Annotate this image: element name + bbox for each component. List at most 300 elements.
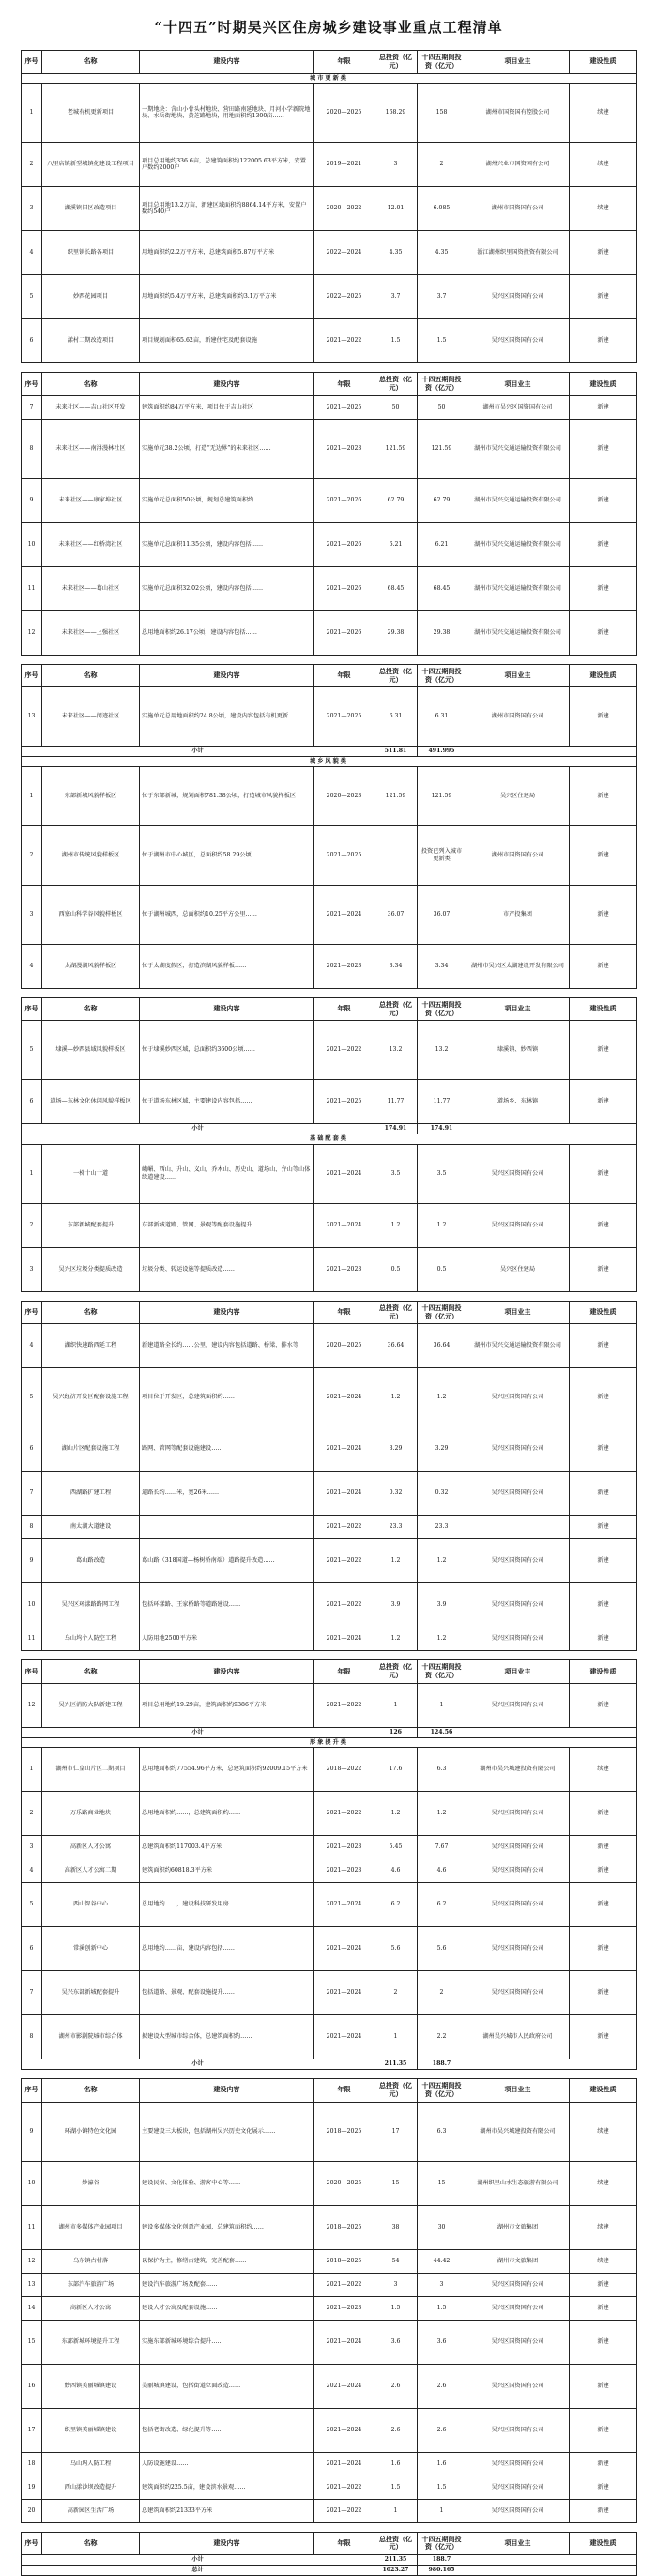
table-cell: 17 bbox=[374, 2102, 418, 2161]
table-cell: 7 bbox=[22, 1472, 42, 1516]
table-row bbox=[22, 610, 637, 655]
table-header-row bbox=[22, 664, 637, 687]
table-cell: 吴兴区国资国有公司 bbox=[466, 1627, 570, 1651]
table-cell: 4 bbox=[22, 944, 42, 988]
project-table bbox=[21, 664, 637, 989]
table-cell: 2021—2024 bbox=[314, 1971, 374, 2015]
table-cell: 121.59 bbox=[418, 766, 466, 825]
table-cell: 6.31 bbox=[374, 687, 418, 747]
table-cell: 1.2 bbox=[374, 1368, 418, 1427]
table-row bbox=[22, 885, 637, 944]
table-cell: 乌山坞个人防空工程 bbox=[42, 1627, 140, 1651]
table-header-row bbox=[22, 51, 637, 74]
table-cell: 0.32 bbox=[418, 1472, 466, 1516]
table-cell: 6.085 bbox=[418, 187, 466, 231]
column-header: 建设性质 bbox=[570, 664, 637, 687]
table-row bbox=[22, 2102, 637, 2161]
table-cell: 4.6 bbox=[374, 1859, 418, 1883]
table-cell: 1 bbox=[374, 2499, 418, 2522]
table-cell: 新建 bbox=[570, 2499, 637, 2522]
table-cell: 36.64 bbox=[374, 1324, 418, 1368]
table-cell: 西山漾沙坝改造提升 bbox=[42, 2476, 140, 2499]
table-header-row bbox=[22, 1301, 637, 1324]
table-cell: 13.2 bbox=[374, 1021, 418, 1080]
table-cell: 2021—2023 bbox=[314, 1859, 374, 1883]
column-header: 建设性质 bbox=[570, 1660, 637, 1684]
table-cell: 埭溪镇、妙西镇 bbox=[466, 1021, 570, 1080]
table-row bbox=[22, 1792, 637, 1836]
table-cell: 吴兴区国资国有公司 bbox=[466, 1427, 570, 1472]
table-cell: 新建 bbox=[570, 1080, 637, 1124]
table-cell: 1.2 bbox=[418, 1203, 466, 1247]
column-header: 序号 bbox=[22, 664, 42, 687]
column-header: 项目业主 bbox=[466, 1301, 570, 1324]
table-cell: 5.6 bbox=[418, 1927, 466, 1971]
table-row bbox=[22, 275, 637, 319]
table-row bbox=[22, 2408, 637, 2452]
table-cell: 62.79 bbox=[418, 478, 466, 522]
column-header: 名称 bbox=[42, 2079, 140, 2103]
column-header: 项目业主 bbox=[466, 1660, 570, 1684]
table-cell: 1 bbox=[418, 1683, 466, 1727]
table-cell: 湖州市吴兴区太湖建设开发有限公司 bbox=[466, 944, 570, 988]
table-cell: 29.38 bbox=[418, 610, 466, 655]
column-header: 项目业主 bbox=[466, 51, 570, 74]
table-cell: 用地面积约2.2万平方米，总建筑面积5.87万平方米 bbox=[140, 231, 314, 275]
column-header: 年限 bbox=[314, 373, 374, 396]
column-header: 年限 bbox=[314, 2079, 374, 2103]
table-cell: 新建 bbox=[570, 944, 637, 988]
table-cell: 2 bbox=[418, 143, 466, 187]
table-row bbox=[22, 478, 637, 522]
table-cell: 3.7 bbox=[418, 275, 466, 319]
table-cell: 5 bbox=[22, 275, 42, 319]
table-cell: 未来社区——闵迹社区 bbox=[42, 687, 140, 747]
table-cell: 17.6 bbox=[374, 1748, 418, 1792]
table-cell: 湖州市仁皇山片区二期项目 bbox=[42, 1748, 140, 1792]
subtotal-empty bbox=[466, 1124, 637, 1134]
table-row bbox=[22, 1080, 637, 1124]
section-label: 基础配套类 bbox=[22, 1134, 637, 1145]
table-cell: 9 bbox=[22, 2102, 42, 2161]
table-cell: 新建 bbox=[570, 766, 637, 825]
column-header: 总投资（亿元） bbox=[374, 997, 418, 1021]
table-cell: 吴兴区国资国有公司 bbox=[466, 1368, 570, 1427]
table-cell: 吴兴区住建局 bbox=[466, 766, 570, 825]
table-cell: 11.77 bbox=[418, 1080, 466, 1124]
table-row bbox=[22, 231, 637, 275]
table-cell: 湖州市吴兴交通运输投资有限公司 bbox=[466, 522, 570, 566]
subtotal-label: 小计 bbox=[22, 2059, 374, 2070]
table-cell: 浙江湖州织里国资投资有限公司 bbox=[466, 231, 570, 275]
table-row bbox=[22, 84, 637, 143]
table-cell: 8 bbox=[22, 1516, 42, 1539]
table-cell: 吴兴区国资国有公司 bbox=[466, 2364, 570, 2408]
table-cell: 续建 bbox=[570, 2102, 637, 2161]
column-header: 序号 bbox=[22, 997, 42, 1021]
table-cell: 10 bbox=[22, 1583, 42, 1627]
table-cell: 新建 bbox=[570, 1516, 637, 1539]
table-cell: 新建 bbox=[570, 1021, 637, 1080]
column-header: 总投资（亿元） bbox=[374, 373, 418, 396]
table-cell: 1 bbox=[22, 766, 42, 825]
column-header: 建设性质 bbox=[570, 2532, 637, 2555]
document-title: “十四五”时期吴兴区住房城乡建设事业重点工程清单 bbox=[154, 19, 503, 36]
table-cell: 建设民宿、文化体验、游客中心等…… bbox=[140, 2161, 314, 2205]
table-cell: 高新区人才公寓二期 bbox=[42, 1859, 140, 1883]
table-cell: 3.6 bbox=[374, 2320, 418, 2364]
table-cell: 埭溪—妙西县域风貌样板区 bbox=[42, 1021, 140, 1080]
table-row bbox=[22, 1583, 637, 1627]
table-cell: 2 bbox=[22, 143, 42, 187]
table-cell: 太湖漫湖风貌样板区 bbox=[42, 944, 140, 988]
table-cell: 吴兴区国资国有公司 bbox=[466, 1683, 570, 1727]
table-cell: 实施单元总面积50公顷，规划总建筑面积约…… bbox=[140, 478, 314, 522]
table-cell: 2021—2024 bbox=[314, 2408, 374, 2452]
table-cell: 3 bbox=[22, 1836, 42, 1859]
table-cell: 吴兴区国资国有公司 bbox=[466, 1836, 570, 1859]
column-header: 名称 bbox=[42, 664, 140, 687]
table-cell: 续建 bbox=[570, 2205, 637, 2249]
table-cell: 68.45 bbox=[418, 566, 466, 610]
table-cell: 吴兴区国资国有公司 bbox=[466, 1583, 570, 1627]
table-cell: 包括老街改造、绿化提升等…… bbox=[140, 2408, 314, 2452]
table-cell: 市产投集团 bbox=[466, 885, 570, 944]
table-cell: 湖州织里山水生态旅游有限公司 bbox=[466, 2161, 570, 2205]
subtotal-empty bbox=[466, 1727, 637, 1737]
subtotal-row bbox=[22, 747, 637, 757]
table-cell: 1.6 bbox=[374, 2452, 418, 2476]
table-cell: 13.2 bbox=[418, 1021, 466, 1080]
table-cell: 新建 bbox=[570, 2015, 637, 2059]
column-header: 建设内容 bbox=[140, 51, 314, 74]
table-cell: 吴兴区国资国有公司 bbox=[466, 2476, 570, 2499]
table-cell: 2020—2025 bbox=[314, 2161, 374, 2205]
table-row bbox=[22, 2249, 637, 2273]
column-header: 建设内容 bbox=[140, 1660, 314, 1684]
table-cell: 3.9 bbox=[418, 1583, 466, 1627]
table-cell: 湖州市吴兴交通运输投资有限公司 bbox=[466, 566, 570, 610]
table-cell: 2018—2025 bbox=[314, 2205, 374, 2249]
table-cell: 3.5 bbox=[418, 1144, 466, 1203]
table-cell: 未来社区——葛山社区 bbox=[42, 566, 140, 610]
table-cell: 2021—2024 bbox=[314, 1883, 374, 1927]
table-cell: 4.35 bbox=[418, 231, 466, 275]
table-cell: 36.07 bbox=[374, 885, 418, 944]
column-header: 序号 bbox=[22, 2079, 42, 2103]
table-cell: 主要建设三大板块，包括湖州吴兴历史文化展示…… bbox=[140, 2102, 314, 2161]
table-cell: 新建 bbox=[570, 1583, 637, 1627]
table-row bbox=[22, 1472, 637, 1516]
subtotal-total-investment: 511.81 bbox=[374, 747, 418, 757]
table-cell: 2021—2024 bbox=[314, 2364, 374, 2408]
table-cell: 美丽城镇建设，包括街道立面改造…… bbox=[140, 2364, 314, 2408]
table-cell: 新建 bbox=[570, 1683, 637, 1727]
table-cell: 13 bbox=[22, 687, 42, 747]
table-row bbox=[22, 1927, 637, 1971]
table-cell: 2 bbox=[22, 1792, 42, 1836]
table-cell: 吴兴区垃圾分类提质改造 bbox=[42, 1247, 140, 1291]
table-cell: 6.3 bbox=[418, 1748, 466, 1792]
table-cell: 吴兴区国资国有公司 bbox=[466, 1539, 570, 1583]
table-cell: 乌东镇古村落 bbox=[42, 2249, 140, 2273]
table-cell: 吴兴经济开发区配套设施工程 bbox=[42, 1368, 140, 1427]
subtotal-period-investment: 124.56 bbox=[418, 1727, 466, 1737]
table-cell: 16 bbox=[22, 2364, 42, 2408]
table-cell: 62.79 bbox=[374, 478, 418, 522]
subtotal-row bbox=[22, 2565, 637, 2575]
document bbox=[21, 0, 636, 2576]
table-cell: 1.6 bbox=[418, 2452, 466, 2476]
column-header: 序号 bbox=[22, 1660, 42, 1684]
table-cell: 总建筑面积约21333平方米 bbox=[140, 2499, 314, 2522]
column-header: 序号 bbox=[22, 1301, 42, 1324]
project-table bbox=[21, 997, 637, 1292]
table-cell: 妙西镇美丽城镇建设 bbox=[42, 2364, 140, 2408]
section-header-row bbox=[22, 1134, 637, 1145]
column-header: 十四五期间投资（亿元） bbox=[418, 2079, 466, 2103]
table-cell: 2 bbox=[374, 1971, 418, 2015]
table-cell: 人防用地2500平方米 bbox=[140, 1627, 314, 1651]
table-cell: 拟建设大型城市综合体，总建筑面积约…… bbox=[140, 2015, 314, 2059]
table-row bbox=[22, 2205, 637, 2249]
table-cell: 0.32 bbox=[374, 1472, 418, 1516]
table-cell: 建筑面积约60818.3平方米 bbox=[140, 1859, 314, 1883]
table-cell: 吴兴区国资国有公司 bbox=[466, 1971, 570, 2015]
table-cell: 2021—2023 bbox=[314, 2296, 374, 2320]
table-cell: 新建 bbox=[570, 478, 637, 522]
table-cell: 10 bbox=[22, 522, 42, 566]
column-header: 项目业主 bbox=[466, 373, 570, 396]
table-cell: 总用地约……，建设科技研发用房…… bbox=[140, 1883, 314, 1927]
table-cell: 湖州吴兴城市人民政府公司 bbox=[466, 2015, 570, 2059]
table-cell: 万乐路商业地块 bbox=[42, 1792, 140, 1836]
table-cell: 新建 bbox=[570, 885, 637, 944]
table-cell: 23.3 bbox=[374, 1516, 418, 1539]
table-cell: 位于道场东林区域，主要建设内容包括…… bbox=[140, 1080, 314, 1124]
table-cell: 1.2 bbox=[418, 1539, 466, 1583]
table-cell: 湖州市国资国有控股公司 bbox=[466, 84, 570, 143]
table-cell: 以保护为主，修缮古建筑、完善配套…… bbox=[140, 2249, 314, 2273]
section-header-row bbox=[22, 73, 637, 84]
column-header: 十四五期间投资（亿元） bbox=[418, 51, 466, 74]
table-cell: 东部新城环境提升工程 bbox=[42, 2320, 140, 2364]
table-cell: 2018—2025 bbox=[314, 2102, 374, 2161]
table-cell: 2.6 bbox=[374, 2364, 418, 2408]
column-header: 总投资（亿元） bbox=[374, 2532, 418, 2555]
table-row bbox=[22, 2452, 637, 2476]
table-cell: 项目总用地约19.29亩，建筑面积约9386平方米 bbox=[140, 1683, 314, 1727]
table-cell: 11.77 bbox=[374, 1080, 418, 1124]
table-cell: 老城有机更新项目 bbox=[42, 84, 140, 143]
table-cell: 2021—2024 bbox=[314, 1427, 374, 1472]
table-cell: 湖州市吴兴交通运输投资有限公司 bbox=[466, 478, 570, 522]
table-row bbox=[22, 1748, 637, 1792]
table-cell: 5.6 bbox=[374, 1927, 418, 1971]
table-cell: 23.3 bbox=[418, 1516, 466, 1539]
column-header: 年限 bbox=[314, 2532, 374, 2555]
table-cell: 9 bbox=[22, 1539, 42, 1583]
column-header: 建设性质 bbox=[570, 2079, 637, 2103]
table-cell: 0.5 bbox=[374, 1247, 418, 1291]
table-cell: 新建 bbox=[570, 2408, 637, 2452]
table-cell: 1 bbox=[22, 1144, 42, 1203]
table-cell: 1 bbox=[22, 84, 42, 143]
subtotal-row bbox=[22, 1727, 637, 1737]
table-cell: 高新园区生活广场 bbox=[42, 2499, 140, 2522]
table-cell: 位于湖州市中心城区，总面积约58.29公顷…… bbox=[140, 825, 314, 885]
table-cell: 项目总用地约336.6亩，总建筑面积约122005.63平方米，安置户数约2000户 bbox=[140, 143, 314, 187]
subtotal-empty bbox=[466, 2059, 637, 2070]
table-cell: 29.38 bbox=[374, 610, 418, 655]
table-cell: 8 bbox=[22, 2015, 42, 2059]
table-cell: 36.07 bbox=[418, 885, 466, 944]
table-cell: 3.7 bbox=[374, 275, 418, 319]
table-header-row bbox=[22, 997, 637, 1021]
table-cell: 湖州市吴兴交通运输投资有限公司 bbox=[466, 610, 570, 655]
table-cell: 湖织快速路西延工程 bbox=[42, 1324, 140, 1368]
table-cell: 6.21 bbox=[374, 522, 418, 566]
table-header-row bbox=[22, 2079, 637, 2103]
table-cell: 湖州市文旅集团 bbox=[466, 2249, 570, 2273]
table-cell: 2018—2022 bbox=[314, 1748, 374, 1792]
table-cell: 新建 bbox=[570, 687, 637, 747]
column-header: 名称 bbox=[42, 51, 140, 74]
table-cell: 吴兴区国资国有公司 bbox=[466, 2273, 570, 2296]
column-header: 序号 bbox=[22, 2532, 42, 2555]
table-row bbox=[22, 2476, 637, 2499]
table-cell: 湖州市吴兴城建投资有限公司 bbox=[466, 1748, 570, 1792]
table-cell: 吴兴区国资国有公司 bbox=[466, 1203, 570, 1247]
table-cell: 2021—2024 bbox=[314, 1627, 374, 1651]
table-cell: 南太湖大道建设 bbox=[42, 1516, 140, 1539]
table-cell: 新建道路全长约……公里，建设内容包括道路、桥梁、排水等 bbox=[140, 1324, 314, 1368]
table-cell: 2021—2022 bbox=[314, 319, 374, 363]
table-cell: 6 bbox=[22, 1427, 42, 1472]
table-cell: 168.29 bbox=[374, 84, 418, 143]
table-row bbox=[22, 2320, 637, 2364]
subtotal-empty bbox=[466, 2565, 637, 2575]
table-cell: 未来社区——上强社区 bbox=[42, 610, 140, 655]
column-header: 十四五期间投资（亿元） bbox=[418, 1660, 466, 1684]
table-cell: 12 bbox=[22, 1683, 42, 1727]
table-cell: 续建 bbox=[570, 187, 637, 231]
column-header: 总投资（亿元） bbox=[374, 51, 418, 74]
table-row bbox=[22, 1836, 637, 1859]
table-cell: 新建 bbox=[570, 1971, 637, 2015]
table-cell: 吴兴区国资国有公司 bbox=[466, 275, 570, 319]
table-cell bbox=[374, 825, 418, 885]
table-row bbox=[22, 1859, 637, 1883]
column-header: 总投资（亿元） bbox=[374, 2079, 418, 2103]
table-cell: 15 bbox=[22, 2320, 42, 2364]
table-cell: 121.59 bbox=[374, 419, 418, 478]
table-cell: 湖州市吴兴交通运输投资有限公司 bbox=[466, 1324, 570, 1368]
table-cell: 总建筑面积约117003.4平方米 bbox=[140, 1836, 314, 1859]
subtotal-total-investment: 126 bbox=[374, 1727, 418, 1737]
column-header: 项目业主 bbox=[466, 2532, 570, 2555]
table-cell: 4 bbox=[22, 231, 42, 275]
table-cell: 建设人才公寓及配套设施…… bbox=[140, 2296, 314, 2320]
table-cell: 4 bbox=[22, 1324, 42, 1368]
section-label: 城市更新类 bbox=[22, 73, 637, 84]
table-cell: 建筑面积约225.5亩，建设滨水景观…… bbox=[140, 2476, 314, 2499]
table-row bbox=[22, 1203, 637, 1247]
table-cell: 吴兴区住建局 bbox=[466, 1247, 570, 1291]
table-cell: 2.6 bbox=[418, 2364, 466, 2408]
table-cell: 1.5 bbox=[418, 2296, 466, 2320]
table-cell: 8 bbox=[22, 419, 42, 478]
table-cell: 一期地块：含山小骨头村地块、营田路南延地块、月河小学新院地块、水岳街地块、黄芝路地块，用地面积约1300亩…… bbox=[140, 84, 314, 143]
table-cell: 新建 bbox=[570, 2320, 637, 2364]
column-header: 建设内容 bbox=[140, 997, 314, 1021]
table-cell: 2021—2022 bbox=[314, 1021, 374, 1080]
table-cell: 未来社区——吉山社区开发 bbox=[42, 395, 140, 419]
table-cell: 新建 bbox=[570, 610, 637, 655]
table-cell: 6.2 bbox=[418, 1883, 466, 1927]
table-cell: 实施单元总用地面积约24.8公顷，建设内容包括有机更新…… bbox=[140, 687, 314, 747]
table-cell: 121.59 bbox=[374, 766, 418, 825]
table-cell: 1.2 bbox=[374, 1792, 418, 1836]
table-cell: 2021—2024 bbox=[314, 885, 374, 944]
section-header-row bbox=[22, 1737, 637, 1748]
table-cell: 续建 bbox=[570, 84, 637, 143]
table-cell: 续建 bbox=[570, 2249, 637, 2273]
table-cell: 西塞山科学谷风貌样板区 bbox=[42, 885, 140, 944]
project-table bbox=[21, 2078, 637, 2523]
subtotal-row bbox=[22, 1124, 637, 1134]
table-cell: 湖州兴业市国资国有公司 bbox=[466, 143, 570, 187]
table-row bbox=[22, 143, 637, 187]
table-cell: 东部汽车旅游广场 bbox=[42, 2273, 140, 2296]
table-cell: 2021—2023 bbox=[314, 1247, 374, 1291]
table-row bbox=[22, 419, 637, 478]
table-cell: 2021—2022 bbox=[314, 2273, 374, 2296]
table-cell: 2021—2024 bbox=[314, 2015, 374, 2059]
table-row bbox=[22, 1324, 637, 1368]
table-cell: 西山智谷中心 bbox=[42, 1883, 140, 1927]
table-cell: 3.29 bbox=[374, 1427, 418, 1472]
table-cell: 54 bbox=[374, 2249, 418, 2273]
table-cell: 吴兴区国资国有公司 bbox=[466, 319, 570, 363]
table-cell: 续建 bbox=[570, 143, 637, 187]
table-cell: 1 bbox=[374, 1683, 418, 1727]
table-row bbox=[22, 1021, 637, 1080]
table-cell: 1.5 bbox=[374, 319, 418, 363]
table-cell: 2 bbox=[22, 1203, 42, 1247]
table-cell: 2021—2026 bbox=[314, 478, 374, 522]
table-cell: 吴兴区国资国有公司 bbox=[466, 2452, 570, 2476]
table-cell: 158 bbox=[418, 84, 466, 143]
table-row bbox=[22, 1247, 637, 1291]
project-tables bbox=[21, 50, 636, 2576]
table-cell bbox=[466, 1516, 570, 1539]
table-cell: 68.45 bbox=[374, 566, 418, 610]
subtotal-period-investment: 491.995 bbox=[418, 747, 466, 757]
table-cell: 投资已列入城市更新类 bbox=[418, 825, 466, 885]
table-cell: 织里镇长路各项目 bbox=[42, 231, 140, 275]
table-cell: 项目位于开发区，总建筑面积约…… bbox=[140, 1368, 314, 1427]
table-cell: 乌山坞人防工程 bbox=[42, 2452, 140, 2476]
table-cell: 2021—2025 bbox=[314, 825, 374, 885]
table-cell: 新建 bbox=[570, 395, 637, 419]
table-cell: 总用地面积约……，总建筑面积约…… bbox=[140, 1792, 314, 1836]
table-cell: 6 bbox=[22, 1080, 42, 1124]
table-cell: 吴兴区国资国有公司 bbox=[466, 2408, 570, 2452]
subtotal-empty bbox=[466, 747, 637, 757]
column-header: 项目业主 bbox=[466, 2079, 570, 2103]
table-row bbox=[22, 687, 637, 747]
